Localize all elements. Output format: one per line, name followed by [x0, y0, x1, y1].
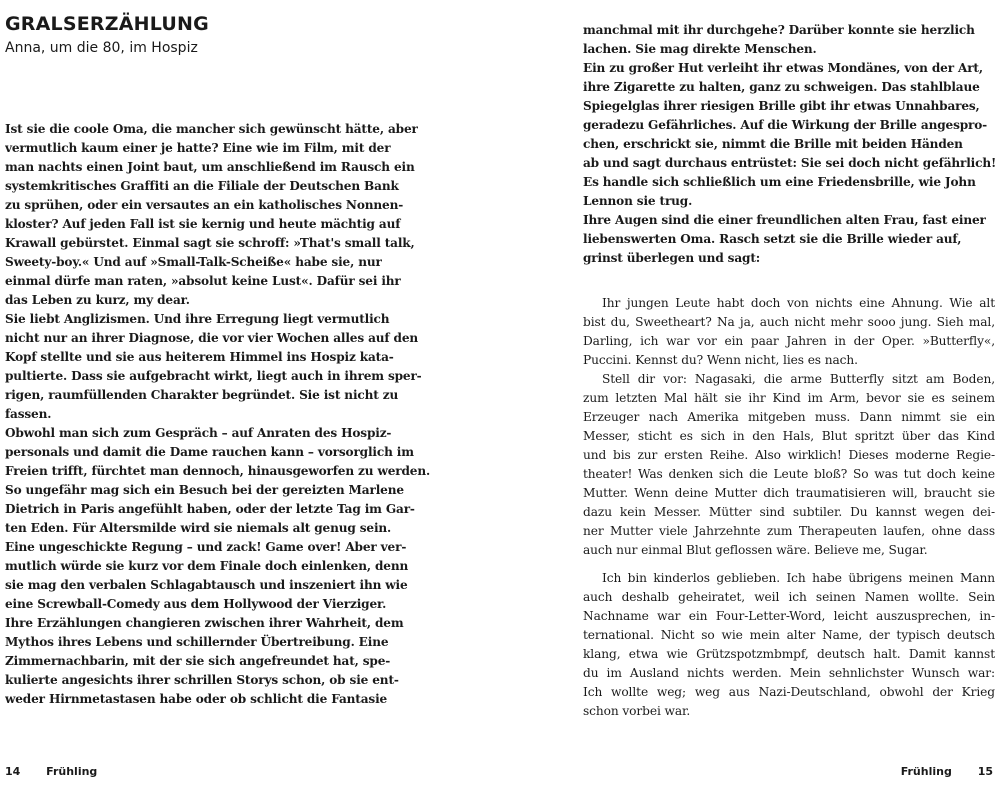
quote-line: Ihr jungen Leute habt doch von nichts eine Ahnung. Wie alt — [602, 296, 995, 310]
quote-line: schon vorbei war. — [583, 704, 691, 718]
page-number: 14 — [5, 765, 21, 778]
quote-line: ternational. Nicht so wie mein alter Name, der typisch deutsch — [583, 628, 995, 642]
body-line: Es handle sich schließlich um eine Friedensbrille, wie John — [583, 175, 976, 189]
quote-line: du im Ausland nichts werden. Mein sehnlichster Wunsch war: — [583, 666, 995, 680]
right-page — [500, 0, 1000, 800]
body-line: ten Eden. Für Altersmilde wird sie niemals alt genug sein. — [5, 521, 392, 535]
body-line: einmal dürfe man raten, »absolut keine Lust«. Dafür sei ihr — [5, 274, 401, 288]
quote-line: theater! Was denken sich die Leute bloß? So was tut doch keine — [583, 467, 995, 481]
body-line: pultierte. Dass sie aufgebracht wirkt, liegt auch in ihrem sper- — [5, 369, 422, 383]
body-line: Sie liebt Anglizismen. Und ihre Erregung liegt vermutlich — [5, 312, 390, 326]
body-line: lachen. Sie mag direkte Menschen. — [583, 42, 817, 56]
right-body-text — [583, 21, 996, 268]
body-line: So ungefähr mag sich ein Besuch bei der gereizten Marlene — [5, 483, 404, 497]
quote-line: bist du, Sweetheart? Na ja, auch nicht mehr sooo jung. Sieh mal, — [583, 315, 995, 329]
quote-line: ner Mutter viele Jahrzehnte zum Therapeuten laufen, ohne dass — [583, 524, 995, 538]
body-line: Sweety-boy.« Und auf »Small-Talk-Scheiße« habe sie, nur — [5, 255, 382, 269]
body-line: manchmal mit ihr durchgehe? Darüber konnte sie herzlich — [583, 23, 975, 37]
body-line: mutlich würde sie kurz vor dem Finale doch einlenken, denn — [5, 559, 409, 573]
body-line: Krawall gebürstet. Einmal sagt sie schroff: »That's small talk, — [5, 236, 415, 250]
quote-line: Ich wollte weg; weg aus Nazi-Deutschland, obwohl der Krieg — [583, 685, 995, 699]
quote-line: klang, etwa wie Grützspotzmbmpf, deutsch halt. Damit kannst — [583, 647, 995, 661]
quote-line: und bis zur ersten Reihe. Also wirklich! Dieses moderne Regie- — [583, 448, 995, 462]
body-line: sie mag den verbalen Schlagabtausch und inszeniert ihn wie — [5, 578, 408, 592]
body-line: personals und damit die Dame rauchen kann – vorsorglich im — [5, 445, 414, 459]
body-line: kulierte angesichts ihrer schrillen Storys schon, ob sie ent- — [5, 673, 399, 687]
body-line: grinst überlegen und sagt: — [583, 251, 761, 265]
left-body-text — [5, 120, 430, 709]
body-line: Mythos ihres Lebens und schillernder Übertreibung. Eine — [5, 635, 389, 649]
quote-line: Nachname war ein Four-Letter-Word, leicht auszusprechen, in- — [583, 609, 995, 623]
body-line: Kopf stellte und sie aus heiterem Himmel ins Hospiz kata- — [5, 350, 394, 364]
body-line: rigen, raumfüllenden Charakter begründet. Sie ist nicht zu — [5, 388, 399, 402]
body-line: geradezu Gefährliches. Auf die Wirkung der Brille angespro- — [583, 118, 988, 132]
body-line: Ihre Erzählungen changieren zwischen ihrer Wahrheit, dem — [5, 616, 404, 630]
quote-line: Messer, sticht es sich in den Hals, Blut spritzt über das Kind — [583, 429, 995, 443]
body-line: eine Screwball-Comedy aus dem Hollywood der Vierziger. — [5, 597, 387, 611]
body-line: Ein zu großer Hut verleiht ihr etwas Mondänes, von der Art, — [583, 61, 983, 75]
quote-line: Puccini. Kennst du? Wenn nicht, lies es nach. — [583, 353, 858, 367]
monologue-quote — [583, 294, 995, 730]
quote-line: Mutter. Wenn deine Mutter dich traumatisieren will, braucht sie — [583, 486, 995, 500]
body-line: kloster? Auf jeden Fall ist sie kernig und heute mächtig auf — [5, 217, 401, 231]
quote-line: auch nur einmal Blut geflossen wäre. Believe me, Sugar. — [583, 543, 928, 557]
chapter-title: GRALSERZÄHLUNG — [5, 13, 209, 35]
right-page-footer — [901, 765, 993, 778]
quote-line: auch deshalb geheiratet, weil ich seinen Namen wollte. Sein — [583, 590, 995, 604]
monologue-paragraph — [583, 294, 995, 560]
body-line: Ihre Augen sind die einer freundlichen alten Frau, fast einer — [583, 213, 986, 227]
body-line: Freien trifft, fürchtet man dennoch, hinausgeworfen zu werden. — [5, 464, 431, 478]
body-line: nicht nur an ihrer Diagnose, die vor vier Wochen alles auf den — [5, 331, 419, 345]
body-line: chen, erschrickt sie, nimmt die Brille mit beiden Händen — [583, 137, 963, 151]
body-line: Spiegelglas ihrer riesigen Brille gibt ihr etwas Unnahbares, — [583, 99, 980, 113]
quote-line: dazu kein Messer. Mütter sind subtiler. Du kannst wegen dei- — [583, 505, 995, 519]
page-number: 15 — [977, 765, 993, 778]
quote-line: Ich bin kinderlos geblieben. Ich habe übrigens meinen Mann — [602, 571, 995, 585]
body-line: Eine ungeschickte Regung – und zack! Game over! Aber ver- — [5, 540, 407, 554]
body-line: das Leben zu kurz, my dear. — [5, 293, 190, 307]
running-head: Frühling — [46, 765, 98, 778]
body-line: ihre Zigarette zu halten, ganz zu schweigen. Das stahlblaue — [583, 80, 980, 94]
body-line: systemkritisches Graffiti an die Filiale der Deutschen Bank — [5, 179, 399, 193]
body-line: fassen. — [5, 407, 52, 421]
quote-line: Darling, ich war vor ein paar Jahren in der Oper. »Butterfly«, — [583, 334, 995, 348]
body-line: weder Hirnmetastasen habe oder ob schlicht die Fantasie — [5, 692, 388, 706]
left-page-footer — [5, 765, 97, 778]
chapter-subtitle: Anna, um die 80, im Hospiz — [5, 40, 198, 56]
body-line: Zimmernachbarin, mit der sie sich angefreundet hat, spe- — [5, 654, 391, 668]
body-line: man nachts einen Joint baut, um anschließend im Rausch ein — [5, 160, 415, 174]
body-line: Lennon sie trug. — [583, 194, 693, 208]
body-line: zu sprühen, oder ein versautes an ein katholisches Nonnen- — [5, 198, 404, 212]
quote-line: Stell dir vor: Nagasaki, die arme Butterfly sitzt am Boden, — [602, 372, 995, 386]
body-line: Obwohl man sich zum Gespräch – auf Anraten des Hospiz- — [5, 426, 392, 440]
running-head: Frühling — [900, 765, 952, 778]
body-line: ab und sagt durchaus entrüstet: Sie sei doch nicht gefährlich! — [583, 156, 997, 170]
body-line: Ist sie die coole Oma, die mancher sich gewünscht hätte, aber — [5, 122, 418, 136]
body-line: vermutlich kaum einer je hatte? Eine wie im Film, mit der — [5, 141, 391, 155]
quote-line: zum letzten Mal hält sie ihr Kind im Arm, bevor sie es seinem — [583, 391, 995, 405]
quote-line: Erzeuger nach Amerika mitgeben muss. Dann nimmt sie ein — [583, 410, 995, 424]
body-line: liebenswerten Oma. Rasch setzt sie die Brille wieder auf, — [583, 232, 962, 246]
body-line: Dietrich in Paris angefühlt haben, oder der letzte Tag im Gar- — [5, 502, 415, 516]
monologue-paragraph — [583, 569, 995, 721]
